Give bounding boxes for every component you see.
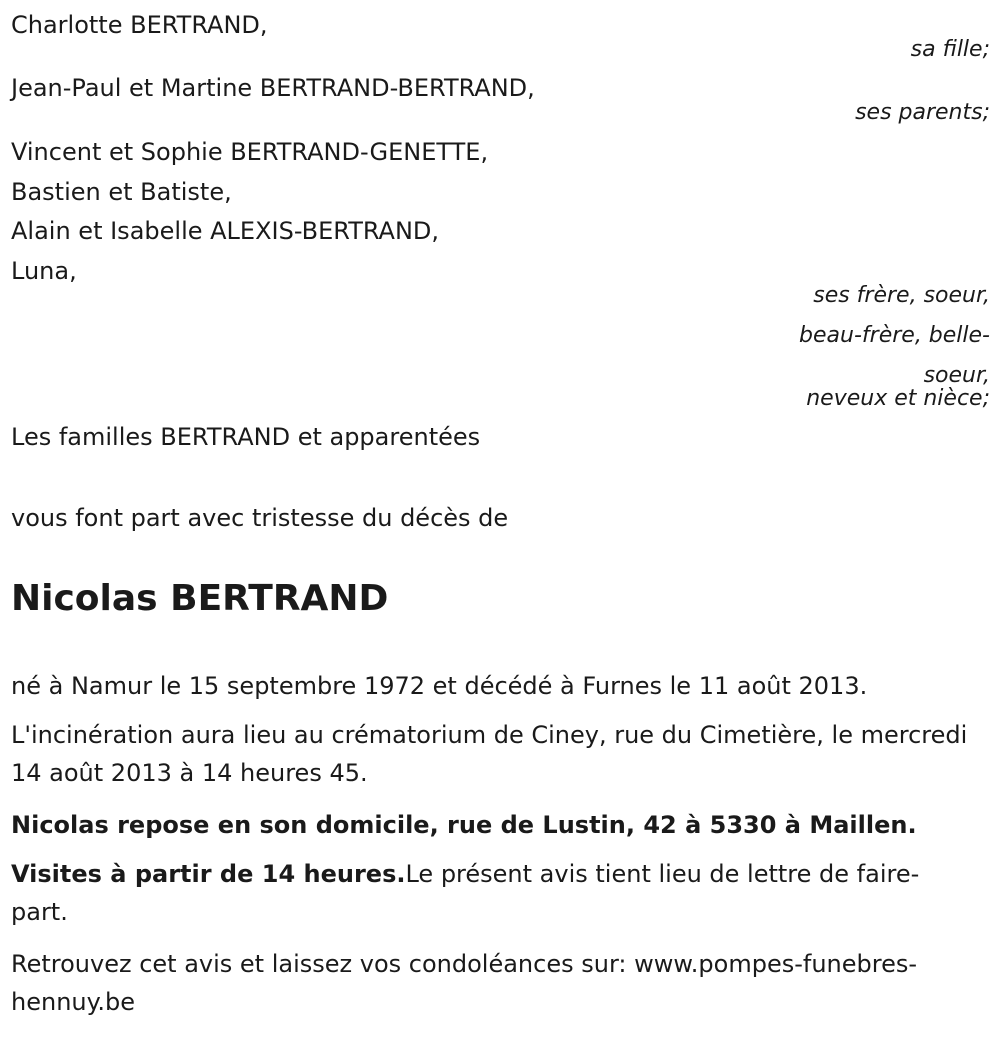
visits-details: [11, 855, 971, 931]
family-sibling-name: Luna,: [11, 257, 77, 285]
website-text: Retrouvez cet avis et laissez vos condoléances sur: www.pompes-funebres-hennuy.be: [11, 950, 918, 1016]
family-siblings-relation: neveux et nièce;: [806, 386, 990, 411]
family-daughter-relation: sa fille;: [910, 37, 990, 62]
birth-death-details: né à Namur le 15 septembre 1972 et décédé à Furnes le 11 août 2013.: [11, 672, 868, 700]
family-sibling-name: Bastien et Batiste,: [11, 178, 232, 206]
family-parents-relation: ses parents;: [855, 100, 990, 125]
deceased-name: Nicolas BERTRAND: [11, 578, 389, 619]
family-siblings-relation: soeur,: [923, 363, 990, 388]
visits-bold-text: Visites à partir de 14 heures.: [11, 860, 406, 888]
visits-rest-text: Le présent avis tient lieu de lettre de faire-part.: [11, 860, 920, 926]
repose-details: Nicolas repose en son domicile, rue de Lustin, 42 à 5330 à Maillen.: [11, 811, 917, 839]
family-parents-name: Jean-Paul et Martine BERTRAND-BERTRAND,: [11, 74, 535, 102]
family-siblings-relation: beau-frère, belle-: [799, 323, 990, 348]
family-siblings-relation: ses frère, soeur,: [813, 283, 990, 308]
cremation-details: L'incinération aura lieu au crématorium de Ciney, rue du Cimetière, le mercredi 14 août 2013 à 14 heures 45.: [11, 721, 968, 787]
family-sibling-name: Alain et Isabelle ALEXIS-BERTRAND,: [11, 217, 440, 245]
family-sibling-name: Vincent et Sophie BERTRAND-GENETTE,: [11, 138, 489, 166]
announcement-text: vous font part avec tristesse du décès de: [11, 504, 509, 532]
family-daughter-name: Charlotte BERTRAND,: [11, 11, 268, 39]
family-others: Les familles BERTRAND et apparentées: [11, 423, 481, 451]
